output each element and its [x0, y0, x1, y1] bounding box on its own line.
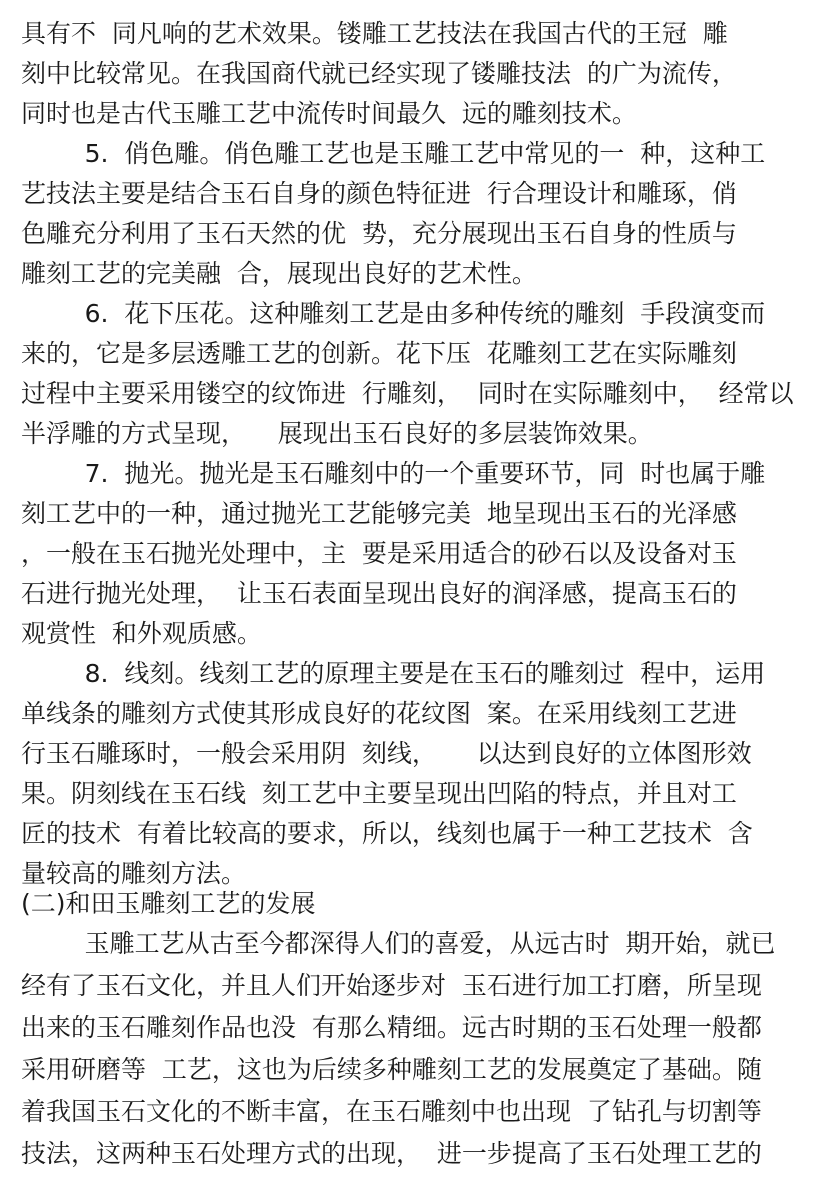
text-line: 刻中比较常见。在我国商代就已经实现了镂雕技法 的广为流传，	[21, 59, 737, 88]
paragraph-8-first-line: 8. 线刻。线刻工艺的原理主要是在玉石的雕刻过 程中，运用	[21, 659, 766, 688]
text-line: 匠的技术 有着比较高的要求，所以，线刻也属于一种工艺技术 含	[21, 819, 753, 848]
text-line: 单线条的雕刻方式使其形成良好的花纹图 案。在采用线刻工艺进	[21, 699, 737, 728]
text-line: 量较高的雕刻方法。	[21, 859, 247, 888]
text-line: ，一般在玉石抛光处理中，主 要是采用适合的砂石以及设备对玉	[21, 539, 737, 568]
text-line: 色雕充分利用了玉石天然的优 势，充分展现出玉石自身的性质与	[21, 219, 737, 248]
text-line: 经有了玉石文化，并且人们开始逐步对 玉石进行加工打磨，所呈现	[21, 971, 762, 1000]
text-line: 刻工艺中的一种，通过抛光工艺能够完美 地呈现出玉石的光泽感	[21, 499, 737, 528]
text-line: 来的，它是多层透雕工艺的创新。花下压 花雕刻工艺在实际雕刻	[21, 339, 737, 368]
text-line: 半浮雕的方式呈现， 展现出玉石良好的多层装饰效果。	[21, 419, 653, 448]
text-line: 雕刻工艺的完美融 合，展现出良好的艺术性。	[21, 259, 537, 288]
text-line: 技法，这两种玉石处理方式的出现， 进一步提高了玉石处理工艺的	[21, 1139, 762, 1168]
paragraph-6-first-line: 6. 花下压花。这种雕刻工艺是由多种传统的雕刻 手段演变而	[21, 299, 766, 328]
text-line: 出来的玉石雕刻作品也没 有那么精细。远古时期的玉石处理一般都	[21, 1013, 762, 1042]
text-line: 着我国玉石文化的不断丰富，在玉石雕刻中也出现 了钻孔与切割等	[21, 1097, 762, 1126]
text-line: 同时也是古代玉雕工艺中流传时间最久 远的雕刻技术。	[21, 99, 637, 128]
text-line: 观赏性 和外观质感。	[21, 619, 262, 648]
text-line: 采用研磨等 工艺，这也为后续多种雕刻工艺的发展奠定了基础。随	[21, 1055, 762, 1084]
text-line: 具有不 同凡响的艺术效果。镂雕工艺技法在我国古代的王冠 雕	[21, 19, 728, 48]
text-line: 石进行抛光处理， 让玉石表面呈现出良好的润泽感，提高玉石的	[21, 579, 737, 608]
paragraph-first-line: 玉雕工艺从古至今都深得人们的喜爱，从远古时 期开始，就已	[21, 929, 776, 958]
paragraph-7-first-line: 7. 抛光。抛光是玉石雕刻中的一个重要环节，同 时也属于雕	[21, 459, 766, 488]
text-line: 艺技法主要是结合玉石自身的颜色特征进 行合理设计和雕琢，俏	[21, 179, 737, 208]
paragraph-5-first-line: 5. 俏色雕。俏色雕工艺也是玉雕工艺中常见的一 种，这种工	[21, 139, 766, 168]
text-line: 过程中主要采用镂空的纹饰进 行雕刻， 同时在实际雕刻中， 经常以	[21, 379, 794, 408]
section-heading: (二)和田玉雕刻工艺的发展	[21, 889, 316, 918]
text-line: 果。阴刻线在玉石线 刻工艺中主要呈现出凹陷的特点，并且对工	[21, 779, 737, 808]
text-line: 行玉石雕琢时，一般会采用阴 刻线， 以达到良好的立体图形效	[21, 739, 752, 768]
